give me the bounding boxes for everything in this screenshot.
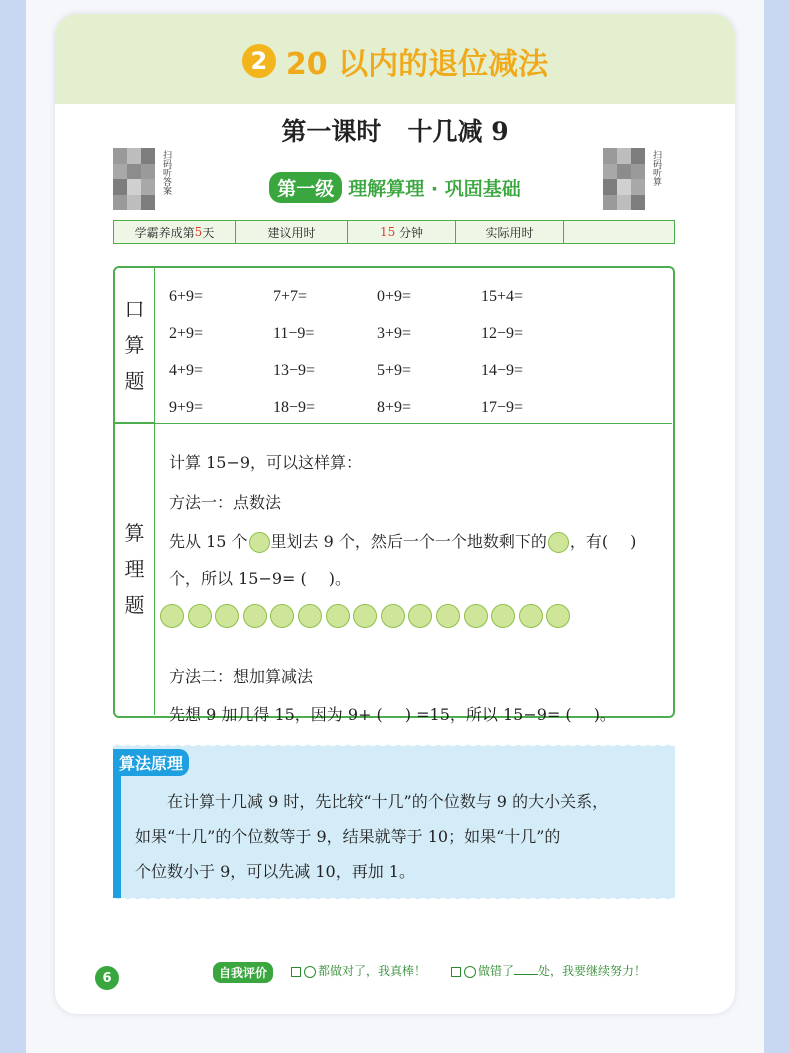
oral-label-char: 口	[124, 297, 145, 321]
smile-face-icon	[304, 966, 316, 978]
worksheet-page	[55, 14, 735, 1014]
counting-ball[interactable]	[270, 604, 294, 628]
oral-problem[interactable]: 8+9=	[377, 398, 412, 416]
method1-text: 个，所以 15−9= (	[169, 569, 307, 588]
right-margin	[764, 0, 790, 1053]
page-number: 6	[95, 966, 119, 990]
qr-left-caption: 扫码听答案	[161, 150, 171, 195]
chapter-header	[55, 14, 735, 104]
method1-text: 先从 15 个	[169, 532, 248, 551]
counting-ball[interactable]	[464, 604, 488, 628]
method2-text: )。	[593, 705, 616, 724]
oral-problem[interactable]: 3+9=	[377, 324, 412, 342]
counting-ball[interactable]	[353, 604, 377, 628]
counting-ball[interactable]	[243, 604, 267, 628]
checkbox-icon[interactable]	[291, 967, 301, 977]
chapter-number: 2	[242, 44, 276, 78]
principle-bottom-edge	[113, 895, 675, 903]
suggest-unit: 分钟	[399, 225, 424, 240]
oral-problem[interactable]: 18−9=	[273, 398, 316, 416]
oral-problem[interactable]: 0+9=	[377, 287, 412, 305]
self-eval-tag: 自我评价	[213, 962, 273, 983]
actual-label-cell: 实际用时	[456, 221, 564, 243]
ball-icon	[548, 532, 569, 553]
method1-text: )。	[328, 569, 352, 588]
oral-problem[interactable]: 9+9=	[169, 398, 204, 416]
footer	[95, 966, 715, 994]
oral-problem[interactable]: 5+9=	[377, 361, 412, 379]
sad-face-icon	[464, 966, 476, 978]
counting-ball[interactable]	[188, 604, 212, 628]
arith-intro: 计算 15−9，可以这样算：	[169, 453, 363, 472]
oral-problem[interactable]: 13−9=	[273, 361, 316, 379]
counting-ball[interactable]	[326, 604, 350, 628]
arith-label-char: 理	[124, 557, 145, 581]
level-text: 理解算理 · 巩固基础	[348, 178, 521, 200]
oral-problem[interactable]: 17−9=	[481, 398, 524, 416]
qr-right-caption: 扫码听算	[651, 150, 661, 186]
principle-tag: 算法原理	[113, 749, 189, 776]
method2-line	[169, 702, 616, 725]
counting-ball[interactable]	[215, 604, 239, 628]
self-eval-text: 做错了	[478, 964, 515, 978]
level-heading	[55, 172, 735, 203]
oral-problems	[169, 278, 649, 426]
counting-ball[interactable]	[408, 604, 432, 628]
oral-problem[interactable]: 4+9=	[169, 361, 204, 379]
oral-row	[169, 278, 649, 315]
method1-title: 方法一：点数法	[169, 493, 282, 512]
arith-label-char: 算	[124, 521, 145, 545]
study-info-bar	[113, 220, 675, 244]
left-margin	[0, 0, 26, 1053]
principle-top-edge	[113, 741, 675, 749]
arith-label-char: 题	[124, 593, 145, 617]
counting-ball[interactable]	[436, 604, 460, 628]
principle-box	[113, 746, 675, 898]
counting-ball[interactable]	[519, 604, 543, 628]
exercise-box	[113, 266, 675, 724]
self-eval-text: 处，我要继续努力！	[538, 964, 647, 978]
oral-row	[169, 389, 649, 426]
oral-problem[interactable]: 15+4=	[481, 287, 524, 305]
method1-text: )	[630, 532, 637, 551]
oral-problem[interactable]: 11−9=	[273, 324, 315, 342]
oral-problem[interactable]: 12−9=	[481, 324, 524, 342]
suggest-label-cell: 建议用时	[236, 221, 348, 243]
self-eval-text: 都做对了，我真棒！	[318, 964, 427, 978]
habit-day: 5	[194, 225, 203, 239]
checkbox-icon[interactable]	[451, 967, 461, 977]
habit-prefix: 学霸养成第	[134, 225, 195, 240]
oral-label-char: 题	[124, 369, 145, 393]
suggest-time-cell	[348, 221, 456, 243]
oral-row	[169, 315, 649, 352]
method2-text: 先想 9 加几得 15，因为 9+ (	[169, 705, 383, 724]
counting-balls[interactable]	[159, 604, 573, 628]
ball-icon	[249, 532, 270, 553]
method2-text: ) =15，所以 15−9= (	[404, 705, 572, 724]
oral-problem[interactable]: 2+9=	[169, 324, 204, 342]
principle-line: 个位数小于 9，可以先减 10，再加 1。	[135, 862, 415, 881]
method1-text: 里划去 9 个，然后一个一个地数剩下的	[270, 532, 547, 551]
self-eval-option-1[interactable]	[291, 962, 426, 979]
principle-line: 在计算十几减 9 时，先比较“十几”的个位数与 9 的大小关系，	[167, 792, 609, 811]
level-badge: 第一级	[269, 172, 342, 203]
counting-ball[interactable]	[491, 604, 515, 628]
oral-label-char: 算	[124, 333, 145, 357]
suggest-minutes: 15	[379, 225, 396, 239]
lesson-title: 第一课时 十几减 9	[281, 117, 509, 146]
counting-ball[interactable]	[160, 604, 184, 628]
count-blank[interactable]	[514, 974, 538, 975]
habit-suffix: 天	[202, 225, 215, 240]
actual-time-input[interactable]	[564, 221, 673, 243]
habit-day-cell	[114, 221, 236, 243]
chapter-title: 20 以内的退位减法	[285, 47, 549, 82]
oral-section-label	[115, 268, 155, 423]
method1-line2	[169, 566, 351, 589]
principle-text	[135, 784, 665, 889]
arith-section-label	[115, 423, 155, 715]
oral-problem[interactable]: 6+9=	[169, 287, 204, 305]
counting-ball[interactable]	[298, 604, 322, 628]
principle-side-bar	[113, 756, 121, 898]
method2-title: 方法二：想加算减法	[169, 667, 314, 686]
oral-row	[169, 352, 649, 389]
oral-problem[interactable]: 7+7=	[273, 287, 308, 305]
oral-problem[interactable]: 14−9=	[481, 361, 524, 379]
counting-ball[interactable]	[546, 604, 570, 628]
counting-ball[interactable]	[381, 604, 405, 628]
method1-line1	[169, 529, 636, 553]
principle-line: 如果“十几”的个位数等于 9，结果就等于 10；如果“十几”的	[135, 827, 561, 846]
method1-text: ，有(	[569, 532, 609, 551]
self-eval-option-2[interactable]	[451, 962, 646, 979]
